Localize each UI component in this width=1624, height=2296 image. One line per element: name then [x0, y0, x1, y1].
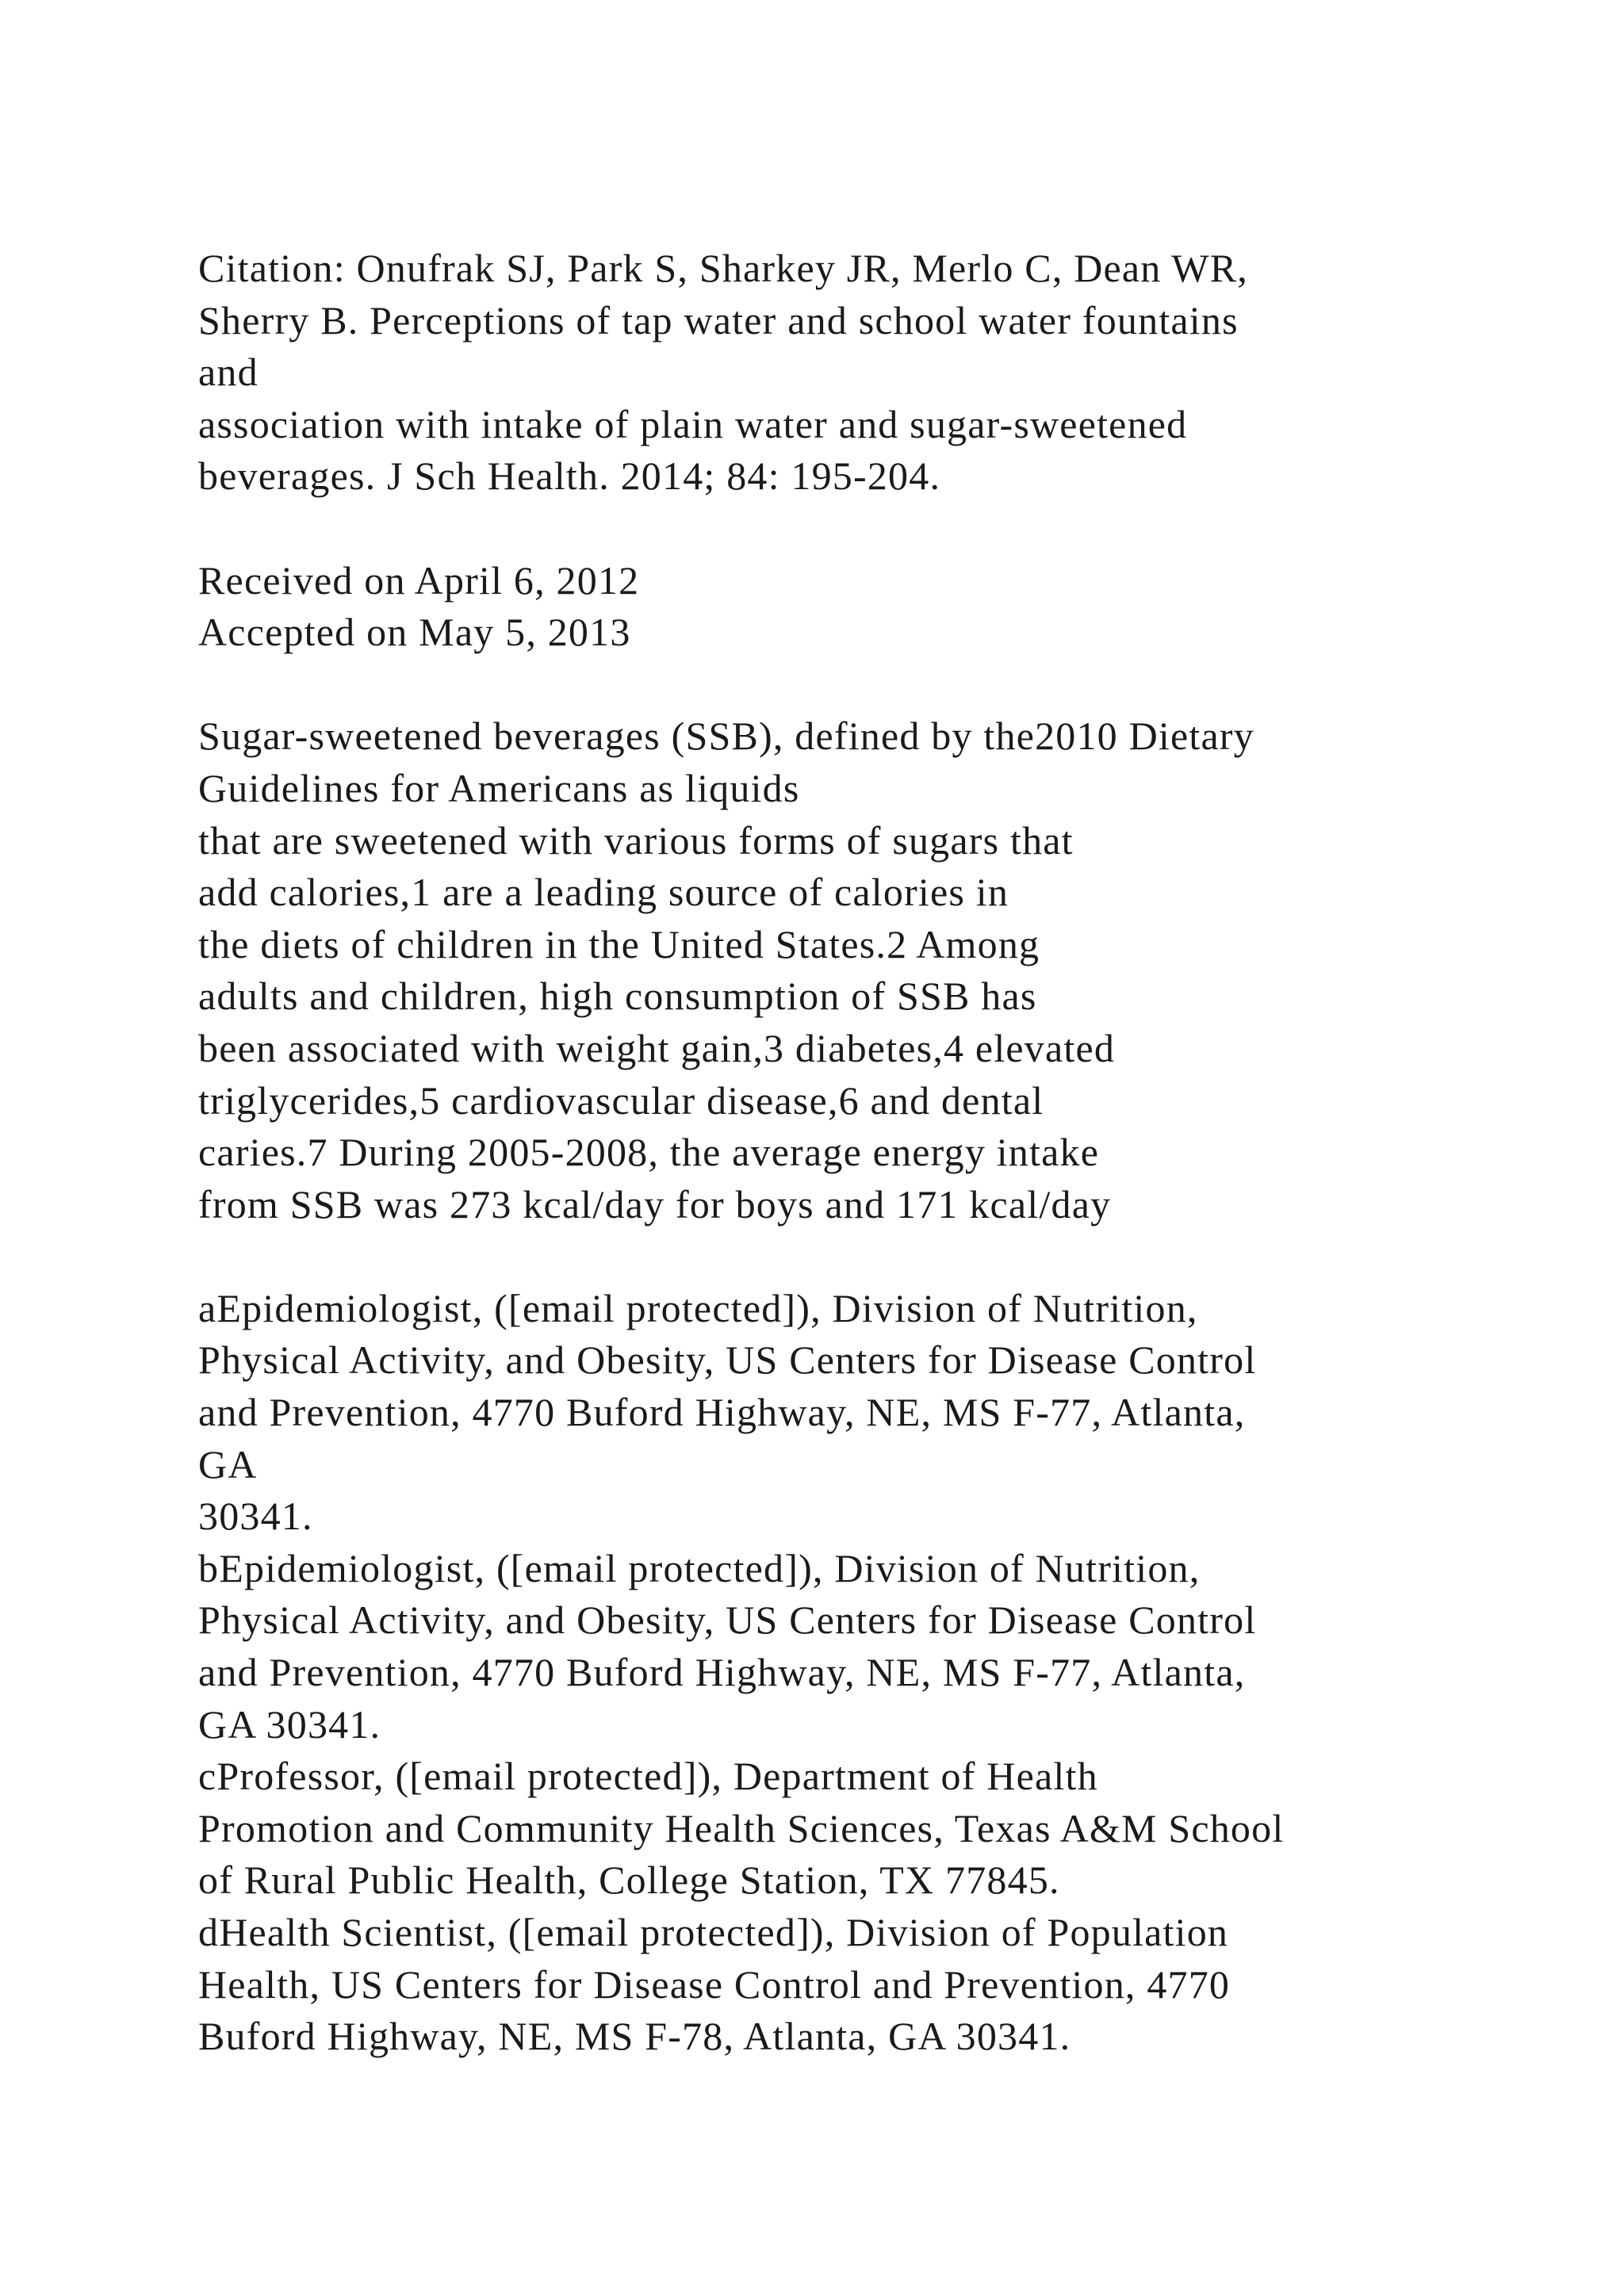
body-line: Guidelines for Americans as liquids — [198, 765, 800, 810]
body-paragraph — [198, 710, 1546, 1230]
affiliation-line: Physical Activity, and Obesity, US Centers for Disease Control — [198, 1337, 1257, 1383]
body-line: been associated with weight gain,3 diabetes,4 elevated — [198, 1025, 1116, 1070]
body-line: adults and children, high consumption of SSB has — [198, 974, 1037, 1019]
affiliation-line: 30341. — [198, 1494, 313, 1539]
affiliation-line: aEpidemiologist, ([email protected]), Division of Nutrition, — [198, 1285, 1198, 1330]
body-line: triglycerides,5 cardiovascular disease,6 and dental — [198, 1077, 1044, 1123]
body-line: Sugar-sweetened beverages (SSB), defined by the2010 Dietary — [198, 714, 1254, 759]
paragraph-gap — [198, 503, 1546, 555]
affiliations-block — [198, 1283, 1546, 2063]
affiliation-line: dHealth Scientist, ([email protected]), Division of Population — [198, 1910, 1229, 1954]
affiliation-line: Buford Highway, NE, MS F-78, Atlanta, GA 30341. — [198, 2014, 1071, 2059]
affiliation-line: and Prevention, 4770 Buford Highway, NE, MS F-77, Atlanta, — [198, 1650, 1246, 1695]
affiliation-line: Promotion and Community Health Sciences, Texas A&M School — [198, 1805, 1285, 1850]
received-date: Received on April 6, 2012 — [198, 557, 640, 603]
document-text — [198, 243, 1546, 2063]
affiliation-line: GA — [198, 1441, 258, 1487]
body-line: caries.7 During 2005-2008, the average energy intake — [198, 1130, 1100, 1175]
citation-line: and — [198, 350, 259, 395]
citation-line: beverages. J Sch Health. 2014; 84: 195-204. — [198, 453, 941, 499]
citation-line: Citation: Onufrak SJ, Park S, Sharkey JR, Merlo C, Dean WR, — [198, 246, 1248, 290]
body-line: from SSB was 273 kcal/day for boys and 171 kcal/day — [198, 1181, 1112, 1226]
body-line: that are sweetened with various forms of sugars that — [198, 817, 1074, 863]
citation-line: association with intake of plain water and sugar-sweetened — [198, 401, 1188, 446]
citation-block — [198, 243, 1546, 503]
affiliation-line: cProfessor, ([email protected]), Department of Health — [198, 1754, 1098, 1799]
dates-block — [198, 555, 1546, 659]
paragraph-gap — [198, 659, 1546, 711]
citation-line: Sherry B. Perceptions of tap water and school water fountains — [198, 297, 1239, 342]
affiliation-line: bEpidemiologist, ([email protected]), Division of Nutrition, — [198, 1545, 1201, 1590]
body-line: add calories,1 are a leading source of calories in — [198, 870, 1009, 915]
affiliation-line: GA 30341. — [198, 1701, 381, 1747]
affiliation-line: of Rural Public Health, College Station, TX 77845. — [198, 1858, 1060, 1903]
affiliation-line: Physical Activity, and Obesity, US Centers for Disease Control — [198, 1598, 1257, 1643]
paragraph-gap — [198, 1230, 1546, 1283]
accepted-date: Accepted on May 5, 2013 — [198, 610, 631, 655]
affiliation-line: and Prevention, 4770 Buford Highway, NE, MS F-77, Atlanta, — [198, 1390, 1246, 1435]
affiliation-line: Health, US Centers for Disease Control and Prevention, 4770 — [198, 1961, 1231, 2007]
body-line: the diets of children in the United States.2 Among — [198, 921, 1040, 966]
